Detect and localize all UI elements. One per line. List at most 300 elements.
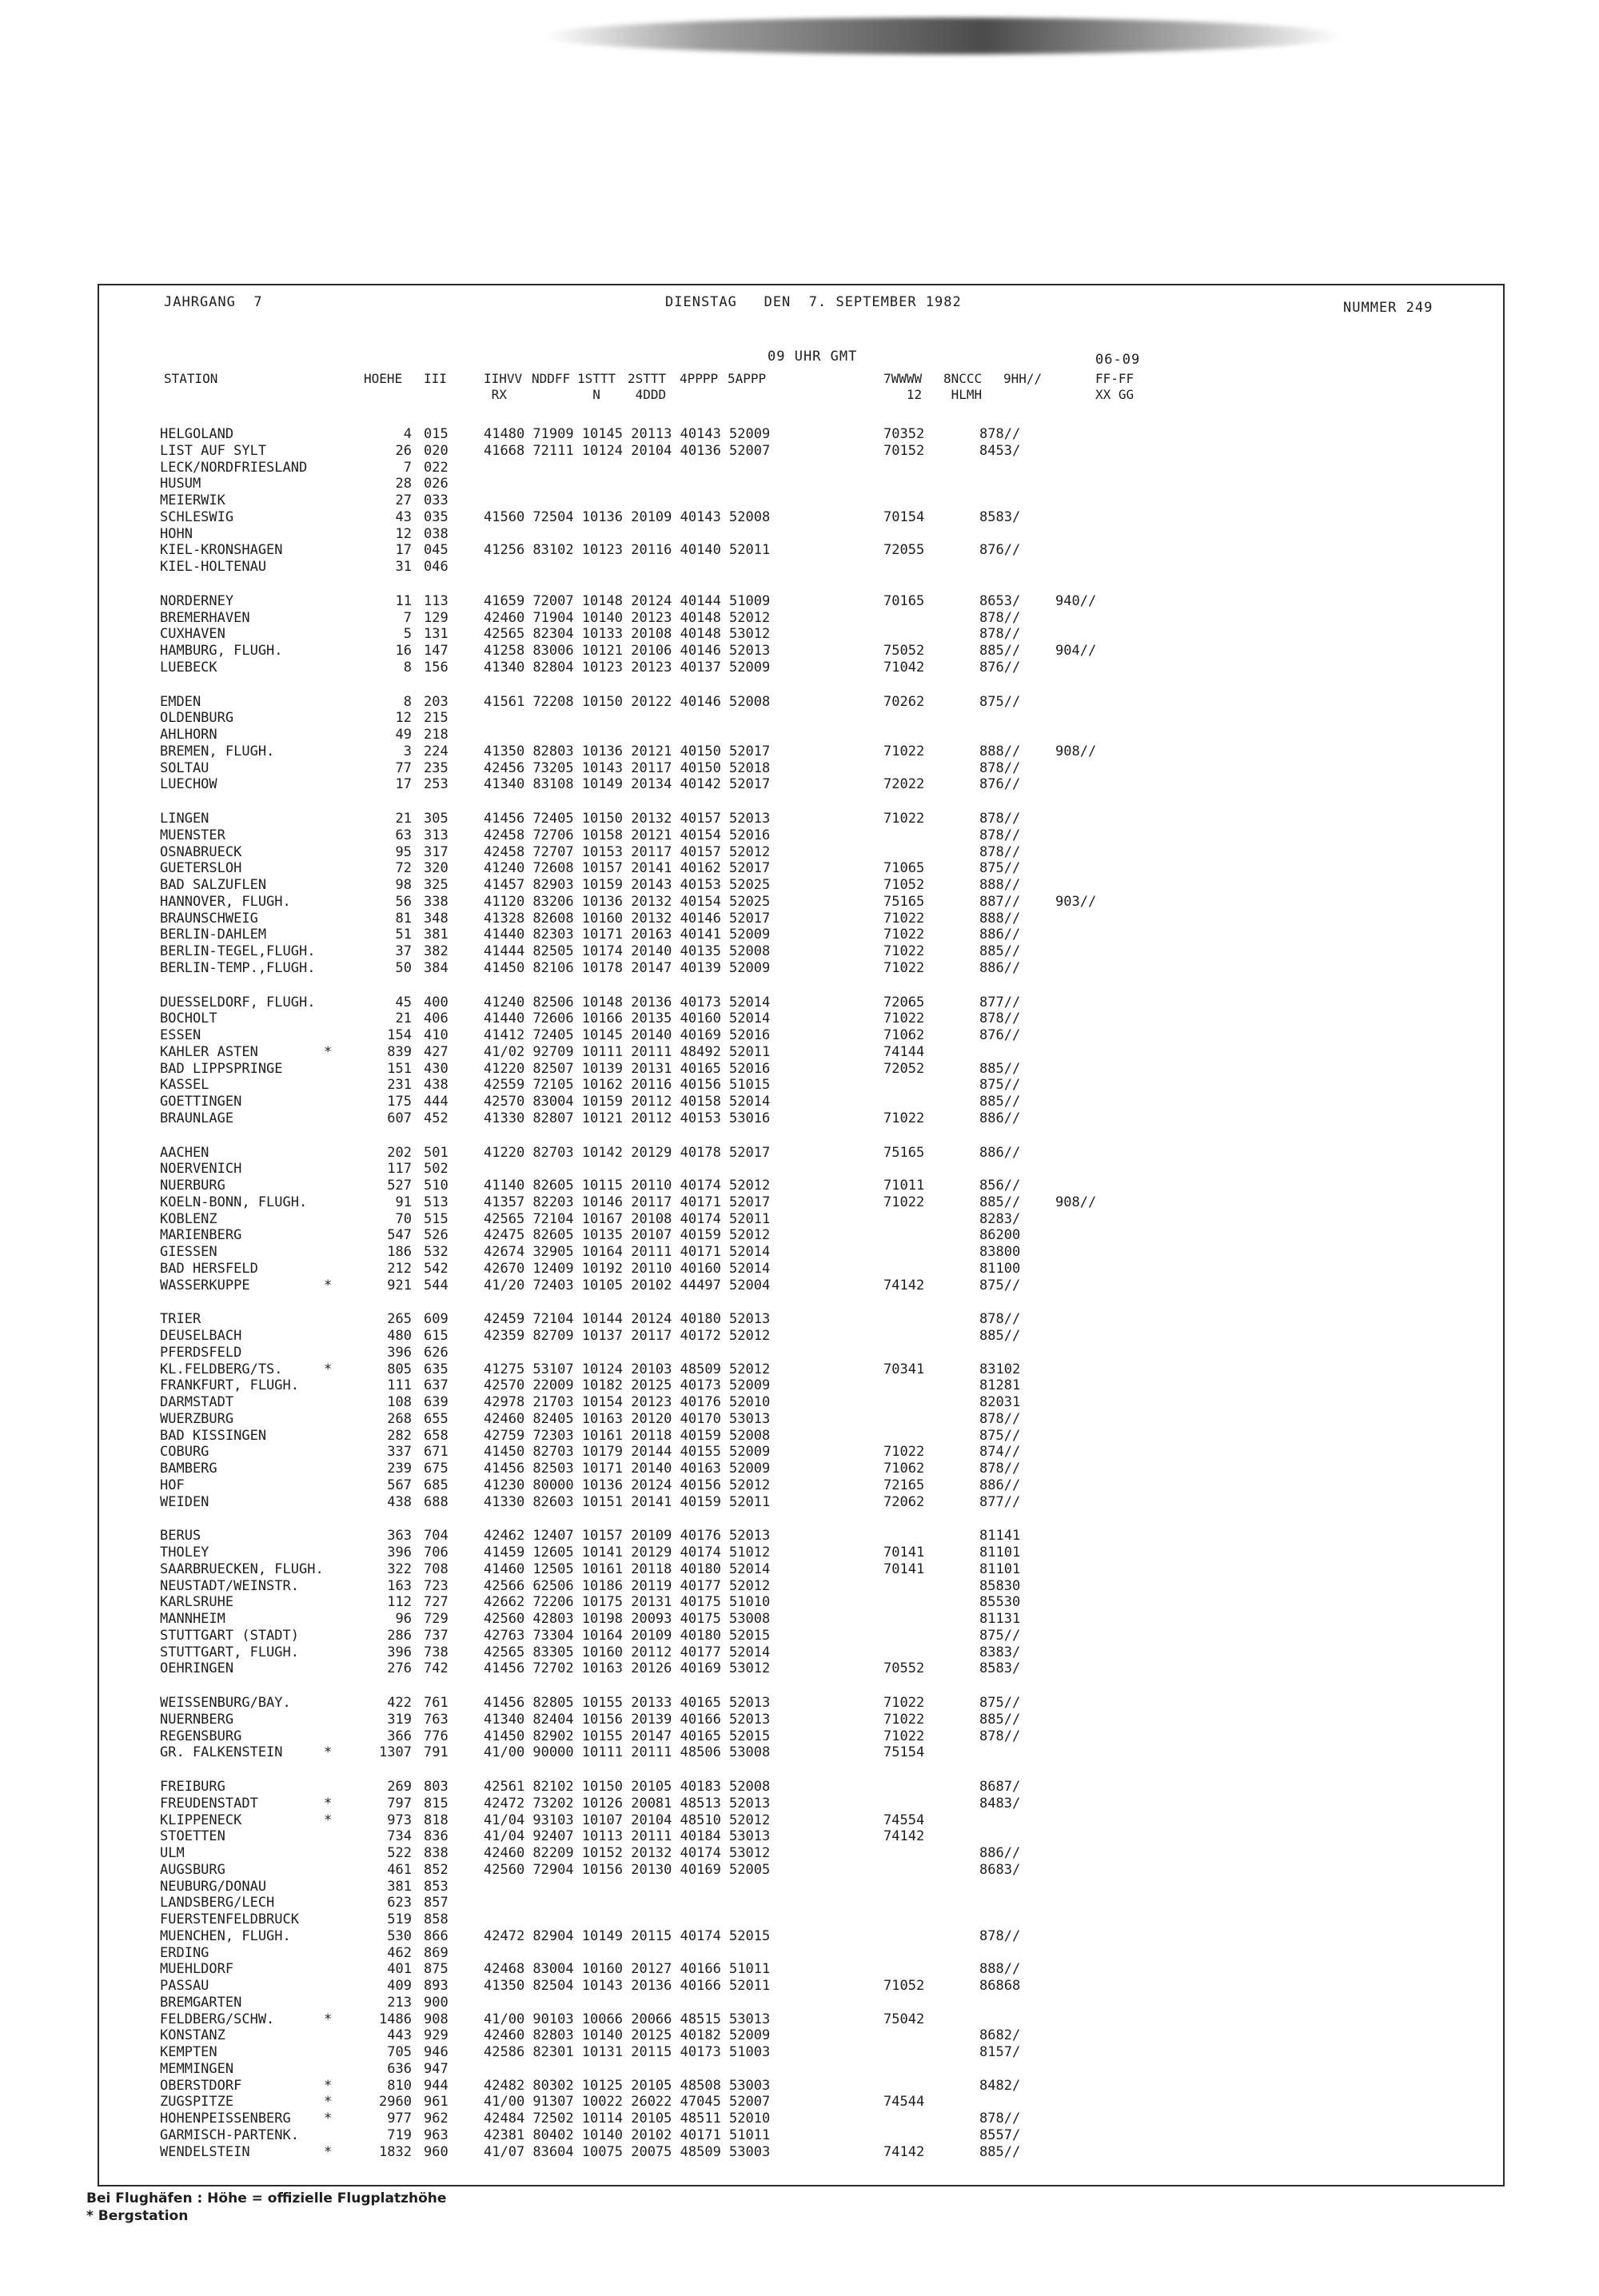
mountain-marker: * (324, 1361, 333, 1377)
group-7wwww: 71062 (883, 1461, 925, 1477)
station-name: FREIBURG (160, 1779, 225, 1795)
group-7wwww: 71022 (883, 1728, 925, 1744)
group-8nccc: 875// (979, 1627, 1021, 1644)
group-8nccc: 8682/ (979, 2027, 1021, 2044)
station-name: BAD KISSINGEN (160, 1427, 267, 1444)
station-number: 960 (424, 2143, 449, 2160)
synop-groups: 41450 82106 10178 20147 40139 52009 (484, 959, 771, 976)
station-name: LANDSBERG/LECH (160, 1895, 275, 1911)
synop-groups: 42472 73202 10126 20081 48513 52013 (484, 1795, 771, 1812)
station-height: 1307 (379, 1744, 412, 1761)
station-number: 305 (424, 811, 449, 827)
group-8nccc: 878// (979, 843, 1021, 860)
synop-groups: 41440 82303 10171 20163 40141 52009 (484, 927, 771, 943)
station-height: 43 (395, 508, 412, 525)
station-height: 11 (395, 592, 412, 609)
station-number: 815 (424, 1795, 449, 1812)
station-name: WASSERKUPPE (160, 1277, 250, 1293)
group-7wwww: 70352 (883, 426, 925, 442)
synop-groups: 42670 12409 10192 20110 40160 52014 (484, 1260, 771, 1277)
station-name: OBERSTDORF (160, 2077, 242, 2094)
mountain-marker: * (324, 2011, 333, 2027)
station-name: KAHLER ASTEN (160, 1043, 258, 1060)
group-8nccc: 856// (979, 1178, 1021, 1194)
synop-groups: 41256 83102 10123 20116 40140 52011 (484, 542, 771, 559)
station-number: 727 (424, 1594, 449, 1611)
station-height: 337 (387, 1444, 412, 1461)
station-height: 154 (387, 1027, 412, 1043)
station-number: 852 (424, 1861, 449, 1878)
station-number: 738 (424, 1644, 449, 1660)
station-height: 175 (387, 1094, 412, 1110)
group-8nccc: 885// (979, 1094, 1021, 1110)
synop-groups: 42662 72206 10175 20131 40175 51010 (484, 1594, 771, 1611)
mountain-marker: * (324, 2077, 333, 2094)
station-height: 623 (387, 1895, 412, 1911)
station-height: 212 (387, 1260, 412, 1277)
station-name: BRAUNSCHWEIG (160, 910, 258, 927)
station-name: KOBLENZ (160, 1210, 217, 1227)
group-8nccc: 83800 (979, 1244, 1021, 1260)
group-8nccc: 888// (979, 1961, 1021, 1978)
station-number: 791 (424, 1744, 449, 1761)
station-height: 4 (403, 426, 412, 442)
station-height: 72 (395, 860, 412, 877)
synop-groups: 42560 42803 10198 20093 40175 53008 (484, 1611, 771, 1627)
station-number: 131 (424, 626, 449, 643)
group-8nccc: 886// (979, 1144, 1021, 1161)
station-name: OSNABRUECK (160, 843, 242, 860)
station-height: 522 (387, 1845, 412, 1861)
station-number: 893 (424, 1978, 449, 1994)
synop-groups: 42475 82605 10135 20107 40159 52012 (484, 1227, 771, 1244)
station-number: 737 (424, 1627, 449, 1644)
group-7wwww: 72065 (883, 994, 925, 1010)
group-7wwww: 71065 (883, 860, 925, 877)
station-name: LINGEN (160, 811, 209, 827)
station-name: BRAUNLAGE (160, 1110, 234, 1126)
station-number: 946 (424, 2044, 449, 2060)
station-height: 17 (395, 542, 412, 559)
station-number: 317 (424, 843, 449, 860)
synop-groups: 41450 82703 10179 20144 40155 52009 (484, 1444, 771, 1461)
station-name: KARLSRUHE (160, 1594, 234, 1611)
station-number: 382 (424, 943, 449, 959)
station-name: DUESSELDORF, FLUGH. (160, 994, 316, 1010)
station-name: BERLIN-TEMP.,FLUGH. (160, 959, 316, 976)
synop-groups: 41459 12605 10141 20129 40174 51012 (484, 1545, 771, 1561)
group-7wwww: 71022 (883, 927, 925, 943)
station-number: 026 (424, 476, 449, 492)
station-height: 286 (387, 1627, 412, 1644)
group-7wwww: 74544 (883, 2094, 925, 2111)
station-height: 8 (403, 659, 412, 676)
station-height: 810 (387, 2077, 412, 2094)
group-7wwww: 74142 (883, 1828, 925, 1845)
station-name: BAD HERSFELD (160, 1260, 258, 1277)
synop-groups: 41456 82805 10155 20133 40165 52013 (484, 1695, 771, 1711)
station-name: MUENSTER (160, 827, 225, 843)
group-7wwww: 74144 (883, 1043, 925, 1060)
group-8nccc: 878// (979, 1728, 1021, 1744)
station-number: 218 (424, 727, 449, 743)
station-height: 45 (395, 994, 412, 1010)
synop-groups: 41/04 93103 10107 20104 48510 52012 (484, 1812, 771, 1828)
station-name: WEIDEN (160, 1493, 209, 1510)
group-8nccc: 81141 (979, 1528, 1021, 1545)
station-name: KIEL-HOLTENAU (160, 559, 267, 575)
group-8nccc: 81101 (979, 1561, 1021, 1577)
station-height: 16 (395, 643, 412, 659)
group-7wwww: 70141 (883, 1561, 925, 1577)
group-8nccc: 8157/ (979, 2044, 1021, 2060)
station-name: DARMSTADT (160, 1394, 234, 1410)
station-name: THOLEY (160, 1545, 209, 1561)
station-height: 805 (387, 1361, 412, 1377)
group-8nccc: 81101 (979, 1545, 1021, 1561)
station-height: 27 (395, 492, 412, 508)
synop-groups: 42484 72502 10114 20105 48511 52010 (484, 2111, 771, 2127)
station-height: 462 (387, 1944, 412, 1961)
station-height: 480 (387, 1328, 412, 1344)
station-height: 8 (403, 693, 412, 710)
station-name: BREMEN, FLUGH. (160, 743, 275, 759)
station-name: LUEBECK (160, 659, 217, 676)
station-height: 839 (387, 1043, 412, 1060)
station-number: 526 (424, 1227, 449, 1244)
synop-groups: 41/00 90103 10066 20066 48515 53013 (484, 2011, 771, 2027)
station-number: 427 (424, 1043, 449, 1060)
group-7wwww: 72062 (883, 1493, 925, 1510)
station-height: 5 (403, 626, 412, 643)
station-number: 510 (424, 1178, 449, 1194)
group-8nccc: 885// (979, 943, 1021, 959)
station-number: 675 (424, 1461, 449, 1477)
station-number: 502 (424, 1161, 449, 1178)
station-height: 117 (387, 1161, 412, 1178)
station-name: WEISSENBURG/BAY. (160, 1695, 291, 1711)
group-7wwww: 71022 (883, 943, 925, 959)
station-number: 501 (424, 1144, 449, 1161)
synop-groups: 41340 82404 10156 20139 40166 52013 (484, 1711, 771, 1728)
station-name: STUTTGART (STADT) (160, 1627, 299, 1644)
station-height: 12 (395, 710, 412, 727)
station-name: NOERVENICH (160, 1161, 242, 1178)
group-8nccc: 886// (979, 1845, 1021, 1861)
station-name: OEHRINGEN (160, 1660, 234, 1677)
station-number: 235 (424, 759, 449, 776)
group-7wwww: 75042 (883, 2011, 925, 2027)
group-8nccc: 877// (979, 1493, 1021, 1510)
station-height: 443 (387, 2027, 412, 2044)
group-7wwww: 74142 (883, 1277, 925, 1293)
group-8nccc: 888// (979, 910, 1021, 927)
synop-groups: 42381 80402 10140 20102 40171 51011 (484, 2127, 771, 2143)
station-number: 147 (424, 643, 449, 659)
synop-groups: 42674 32905 10164 20111 40171 52014 (484, 1244, 771, 1260)
station-number: 776 (424, 1728, 449, 1744)
station-name: KASSEL (160, 1077, 209, 1094)
station-height: 7 (403, 459, 412, 476)
group-8nccc: 876// (979, 776, 1021, 793)
group-8nccc: 878// (979, 2111, 1021, 2127)
group-7wwww: 70341 (883, 1361, 925, 1377)
station-number: 438 (424, 1077, 449, 1094)
station-height: 567 (387, 1477, 412, 1493)
station-height: 111 (387, 1377, 412, 1394)
group-7wwww: 70552 (883, 1660, 925, 1677)
station-name: COBURG (160, 1444, 209, 1461)
synop-groups: 41258 83006 10121 20106 40146 52013 (484, 643, 771, 659)
group-8nccc: 888// (979, 743, 1021, 759)
station-name: STOETTEN (160, 1828, 225, 1845)
bulletin-date: DIENSTAG DEN 7. SEPTEMBER 1982 (665, 294, 962, 310)
station-name: WENDELSTEIN (160, 2143, 250, 2160)
station-number: 818 (424, 1812, 449, 1828)
station-height: 973 (387, 1812, 412, 1828)
group-7wwww: 72055 (883, 542, 925, 559)
group-8nccc: 878// (979, 811, 1021, 827)
station-name: GR. FALKENSTEIN (160, 1744, 283, 1761)
station-number: 866 (424, 1927, 449, 1944)
synop-groups: 41330 82807 10121 20112 40153 53016 (484, 1110, 771, 1126)
synop-groups: 42559 72105 10162 20116 40156 51015 (484, 1077, 771, 1094)
station-height: 50 (395, 959, 412, 976)
group-8nccc: 878// (979, 1927, 1021, 1944)
station-height: 70 (395, 1210, 412, 1227)
station-number: 962 (424, 2111, 449, 2127)
station-number: 020 (424, 442, 449, 459)
station-height: 363 (387, 1528, 412, 1545)
synop-groups: 41240 82506 10148 20136 40173 52014 (484, 994, 771, 1010)
station-number: 542 (424, 1260, 449, 1277)
station-height: 705 (387, 2044, 412, 2060)
station-height: 96 (395, 1611, 412, 1627)
station-number: 944 (424, 2077, 449, 2094)
station-number: 046 (424, 559, 449, 575)
col-7wwww: 7WWWW 12 (883, 371, 923, 402)
station-name: HOHENPEISSENBERG (160, 2111, 291, 2127)
station-name: BAMBERG (160, 1461, 217, 1477)
station-name: BERLIN-DAHLEM (160, 927, 267, 943)
group-9hh: 908// (1055, 743, 1097, 759)
station-name: BERLIN-TEGEL,FLUGH. (160, 943, 316, 959)
group-8nccc: 8482/ (979, 2077, 1021, 2094)
station-number: 685 (424, 1477, 449, 1493)
station-number: 038 (424, 525, 449, 542)
station-height: 28 (395, 476, 412, 492)
station-number: 671 (424, 1444, 449, 1461)
station-name: HAMBURG, FLUGH. (160, 643, 283, 659)
group-8nccc: 885// (979, 1194, 1021, 1210)
station-number: 963 (424, 2127, 449, 2143)
group-9hh: 904// (1055, 643, 1097, 659)
synop-groups: 41456 82503 10171 20140 40163 52009 (484, 1461, 771, 1477)
group-7wwww: 75165 (883, 893, 925, 910)
synop-groups: 42978 21703 10154 20123 40176 52010 (484, 1394, 771, 1410)
group-8nccc: 885// (979, 643, 1021, 659)
station-name: KIEL-KRONSHAGEN (160, 542, 283, 559)
col-5appp: 5APPP (728, 371, 767, 386)
station-height: 607 (387, 1110, 412, 1126)
station-name: GIESSEN (160, 1244, 217, 1260)
mountain-marker: * (324, 2111, 333, 2127)
group-7wwww: 71022 (883, 743, 925, 759)
col-ffff: FF-FF XX GG (1095, 371, 1134, 402)
group-7wwww: 75052 (883, 643, 925, 659)
station-name: NUERBURG (160, 1178, 225, 1194)
group-8nccc: 885// (979, 1328, 1021, 1344)
station-name: REGENSBURG (160, 1728, 242, 1744)
station-name: MUEHLDORF (160, 1961, 234, 1978)
group-7wwww: 71022 (883, 1194, 925, 1210)
group-8nccc: 8583/ (979, 1660, 1021, 1677)
station-number: 452 (424, 1110, 449, 1126)
group-8nccc: 885// (979, 2143, 1021, 2160)
station-number: 515 (424, 1210, 449, 1227)
synop-groups: 41230 80000 10136 20124 40156 52012 (484, 1477, 771, 1493)
group-8nccc: 878// (979, 1461, 1021, 1477)
station-number: 706 (424, 1545, 449, 1561)
col-hoehe: HOEHE (364, 371, 403, 386)
synop-groups: 42759 72303 10161 20118 40159 52008 (484, 1427, 771, 1444)
station-number: 381 (424, 927, 449, 943)
station-number: 113 (424, 592, 449, 609)
station-height: 530 (387, 1927, 412, 1944)
group-7wwww: 70154 (883, 508, 925, 525)
station-number: 858 (424, 1911, 449, 1927)
group-7wwww: 72052 (883, 1060, 925, 1077)
station-height: 213 (387, 1994, 412, 2011)
station-name: KEMPTEN (160, 2044, 217, 2060)
synop-groups: 41/02 92709 10111 20111 48492 52011 (484, 1043, 771, 1060)
group-8nccc: 878// (979, 1410, 1021, 1427)
synop-groups: 41561 72208 10150 20122 40146 52008 (484, 693, 771, 710)
col-station: STATION (164, 371, 218, 386)
col-4pppp: 4PPPP (680, 371, 719, 386)
station-height: 396 (387, 1644, 412, 1660)
station-height: 409 (387, 1978, 412, 1994)
station-height: 381 (387, 1878, 412, 1895)
group-8nccc: 885// (979, 1711, 1021, 1728)
station-name: KLIPPENECK (160, 1812, 242, 1828)
group-7wwww: 72022 (883, 776, 925, 793)
station-height: 269 (387, 1779, 412, 1795)
synop-groups: 41659 72007 10148 20124 40144 51009 (484, 592, 771, 609)
synop-groups: 41/04 92407 10113 20111 40184 53013 (484, 1828, 771, 1845)
group-8nccc: 81100 (979, 1260, 1021, 1277)
group-7wwww: 75165 (883, 1144, 925, 1161)
station-name: FELDBERG/SCHW. (160, 2011, 275, 2027)
scan-smear (544, 18, 1343, 54)
group-7wwww: 71022 (883, 811, 925, 827)
station-height: 438 (387, 1493, 412, 1510)
station-name: BAD SALZUFLEN (160, 877, 267, 893)
synop-groups: 41456 72405 10150 20132 40157 52013 (484, 811, 771, 827)
station-number: 313 (424, 827, 449, 843)
station-name: HOHN (160, 525, 193, 542)
station-height: 396 (387, 1545, 412, 1561)
station-name: MANNHEIM (160, 1611, 225, 1627)
station-name: OLDENBURG (160, 710, 234, 727)
station-name: MARIENBERG (160, 1227, 242, 1244)
group-8nccc: 83102 (979, 1361, 1021, 1377)
station-number: 742 (424, 1660, 449, 1677)
group-8nccc: 878// (979, 1010, 1021, 1027)
station-name: KONSTANZ (160, 2027, 225, 2044)
station-name: WUERZBURG (160, 1410, 234, 1427)
station-name: SOLTAU (160, 759, 209, 776)
synop-groups: 41340 83108 10149 20134 40142 52017 (484, 776, 771, 793)
synop-groups: 42462 12407 10157 20109 40176 52013 (484, 1528, 771, 1545)
synop-groups: 41444 82505 10174 20140 40135 52008 (484, 943, 771, 959)
synop-groups: 41350 82504 10143 20136 40166 52011 (484, 1978, 771, 1994)
station-height: 1832 (379, 2143, 412, 2160)
station-number: 253 (424, 776, 449, 793)
group-7wwww: 71062 (883, 1027, 925, 1043)
station-name: NEUSTADT/WEINSTR. (160, 1577, 299, 1594)
station-number: 400 (424, 994, 449, 1010)
mountain-marker: * (324, 1795, 333, 1812)
synop-groups: 42586 82301 10131 20115 40173 51003 (484, 2044, 771, 2060)
station-name: BAD LIPPSPRINGE (160, 1060, 283, 1077)
group-7wwww: 71022 (883, 1010, 925, 1027)
mountain-marker: * (324, 2143, 333, 2160)
station-name: SCHLESWIG (160, 508, 234, 525)
station-number: 688 (424, 1493, 449, 1510)
station-height: 26 (395, 442, 412, 459)
station-height: 527 (387, 1178, 412, 1194)
synop-groups: 41220 82507 10139 20131 40165 52016 (484, 1060, 771, 1077)
group-7wwww: 71052 (883, 1978, 925, 1994)
station-number: 338 (424, 893, 449, 910)
station-height: 81 (395, 910, 412, 927)
col-iihvv: IIHVV RX (484, 371, 523, 402)
station-number: 947 (424, 2060, 449, 2077)
group-7wwww: 71022 (883, 1444, 925, 1461)
group-8nccc: 874// (979, 1444, 1021, 1461)
group-7wwww: 71022 (883, 910, 925, 927)
station-name: BERUS (160, 1528, 201, 1545)
station-number: 532 (424, 1244, 449, 1260)
station-name: EMDEN (160, 693, 201, 710)
group-8nccc: 886// (979, 1110, 1021, 1126)
station-name: HOF (160, 1477, 185, 1493)
group-7wwww: 75154 (883, 1744, 925, 1761)
station-height: 719 (387, 2127, 412, 2143)
group-8nccc: 8383/ (979, 1644, 1021, 1660)
station-height: 51 (395, 927, 412, 943)
mountain-marker: * (324, 1812, 333, 1828)
group-8nccc: 8653/ (979, 592, 1021, 609)
station-height: 21 (395, 1010, 412, 1027)
group-7wwww: 70152 (883, 442, 925, 459)
group-7wwww: 71042 (883, 659, 925, 676)
synop-groups: 41668 72111 10124 20104 40136 52007 (484, 442, 771, 459)
station-number: 035 (424, 508, 449, 525)
synop-groups: 42460 82803 10140 20125 40182 52009 (484, 2027, 771, 2044)
station-number: 908 (424, 2011, 449, 2027)
station-name: BOCHOLT (160, 1010, 217, 1027)
group-8nccc: 8453/ (979, 442, 1021, 459)
synop-groups: 42460 82209 10152 20132 40174 53012 (484, 1845, 771, 1861)
station-name: HANNOVER, FLUGH. (160, 893, 291, 910)
station-height: 77 (395, 759, 412, 776)
station-height: 366 (387, 1728, 412, 1744)
station-name: KL.FELDBERG/TS. (160, 1361, 283, 1377)
synop-groups: 42560 72904 10156 20130 40169 52005 (484, 1861, 771, 1878)
mountain-marker: * (324, 1043, 333, 1060)
